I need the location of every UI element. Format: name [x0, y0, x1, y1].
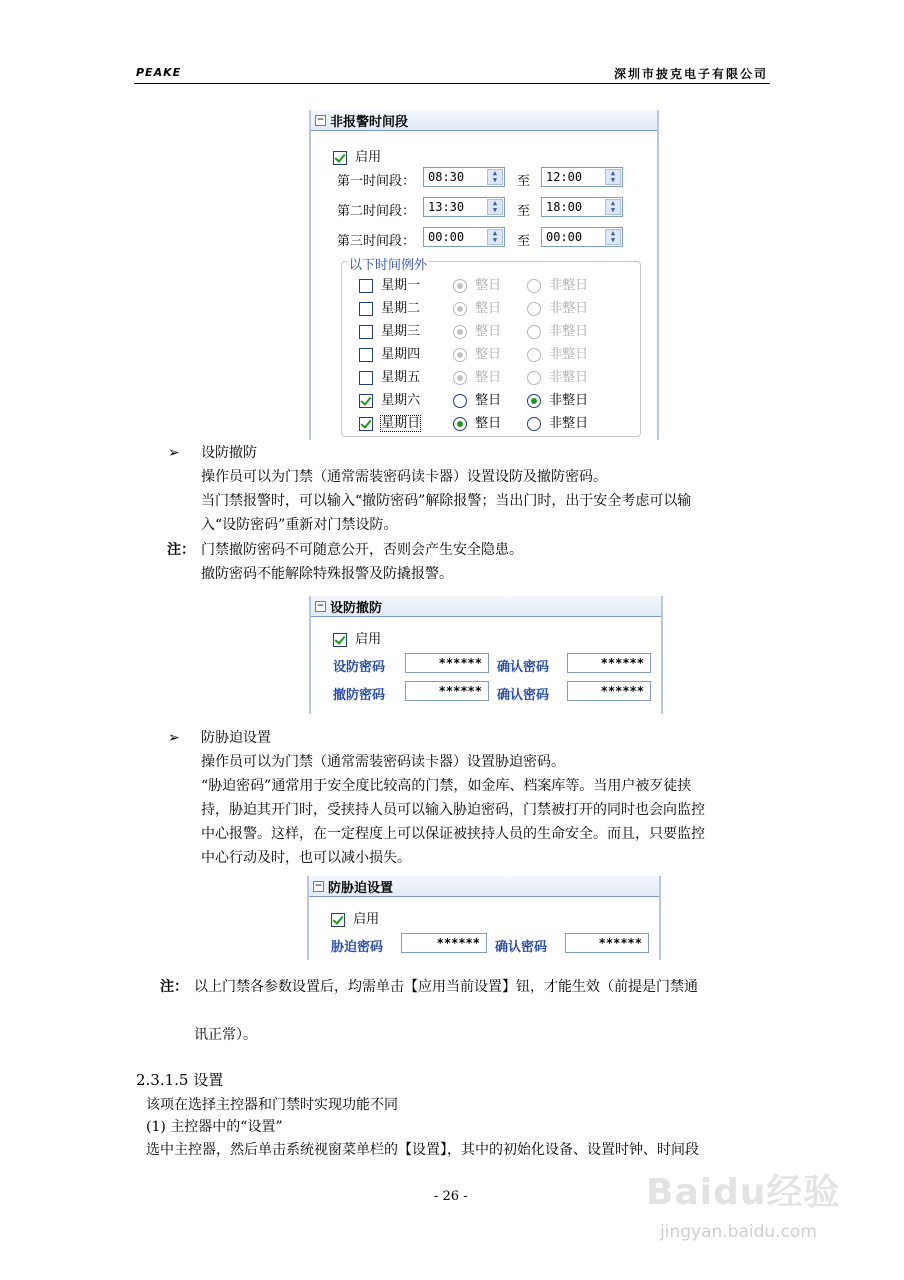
- enable-label: 启用: [355, 632, 382, 647]
- option-label: 整日: [475, 347, 502, 362]
- arm-panel: [309, 596, 663, 714]
- enable-label: 启用: [355, 150, 382, 165]
- duress-password-value: ******: [436, 936, 480, 950]
- time-row-3-sep: 至: [517, 234, 531, 249]
- checkbox-checked-icon[interactable]: [359, 394, 373, 408]
- disarm-password-label: 撤防密码: [333, 688, 386, 703]
- arm-note2: 撤防密码不能解除特殊报警及防撬报警。: [201, 566, 453, 582]
- final-note-line2: 讯正常）。: [194, 1027, 257, 1043]
- fri-full-option: [453, 366, 501, 385]
- header-logo-text: PEAKE: [136, 66, 182, 79]
- option-label: 非整日: [549, 370, 589, 385]
- radio-icon[interactable]: [453, 394, 467, 408]
- time-row-2-end[interactable]: [541, 197, 623, 217]
- disarm-confirm-label: 确认密码: [497, 688, 550, 703]
- mon-full-option: [453, 274, 501, 293]
- duress-panel: [307, 876, 661, 960]
- fri-partial-option: [527, 366, 588, 385]
- checkbox-checked-icon[interactable]: [333, 151, 347, 165]
- option-label: 非整日: [549, 324, 589, 339]
- checkbox-checked-icon[interactable]: [359, 417, 373, 431]
- time-row-1-start[interactable]: [423, 167, 505, 187]
- day-row-fri: [359, 366, 420, 385]
- nonalarm-panel: [309, 110, 659, 440]
- radio-selected-disabled-icon: [453, 348, 467, 362]
- nonalarm-panel-title[interactable]: [311, 110, 657, 131]
- radio-disabled-icon: [527, 348, 541, 362]
- time-row-3-end[interactable]: [541, 227, 623, 247]
- watermark-brand: Baidu经验: [646, 1172, 841, 1213]
- option-label: 整日: [475, 370, 502, 385]
- day-label: 星期五: [381, 370, 421, 385]
- duress-para2a: “胁迫密码”通常用于安全度比较高的门禁，如金库、档案库等。当用户被歹徒挟: [201, 778, 692, 794]
- radio-disabled-icon: [527, 371, 541, 385]
- enable-label: 启用: [353, 912, 380, 927]
- page-number: - 26 -: [434, 1189, 468, 1204]
- arm-bullet: ➢: [168, 445, 180, 461]
- final-note-line1: 以上门禁各参数设置后，均需单击【应用当前设置】钮，才能生效（前提是门禁通: [194, 979, 698, 995]
- duress-confirm-label: 确认密码: [495, 940, 548, 955]
- day-row-sun: [359, 412, 420, 431]
- radio-selected-icon[interactable]: [527, 394, 541, 408]
- time-row-1-end-value: 12:00: [546, 170, 583, 184]
- option-label: 非整日: [549, 301, 589, 316]
- day-row-wed: [359, 320, 420, 339]
- duress-para2b: 持，胁迫其开门时，受挟持人员可以输入胁迫密码，门禁被打开的同时也会向监控: [201, 802, 705, 818]
- duress-para2d: 中心行动及时，也可以减小损失。: [201, 850, 411, 866]
- disarm-confirm-input[interactable]: [567, 681, 651, 701]
- settings-line3: 选中主控器，然后单击系统视窗菜单栏的【设置】，其中的初始化设备、设置时钟、时间段: [146, 1142, 699, 1158]
- thu-full-option: [453, 343, 501, 362]
- arm-panel-title[interactable]: [311, 596, 661, 617]
- arm-note-label: 注：: [167, 542, 195, 558]
- time-row-2-label: 第二时间段：: [337, 204, 416, 219]
- nonalarm-title-text: 非报警时间段: [330, 114, 409, 130]
- exceptions-title: 以下时间例外: [347, 254, 429, 273]
- time-row-3-label: 第三时间段：: [337, 234, 416, 249]
- duress-confirm-input[interactable]: [565, 933, 649, 953]
- checkbox-icon[interactable]: [359, 325, 373, 339]
- option-label: 整日: [475, 393, 502, 408]
- arm-confirm-label: 确认密码: [497, 660, 550, 675]
- radio-selected-disabled-icon: [453, 371, 467, 385]
- option-label: 整日: [475, 278, 502, 293]
- time-row-2-sep: 至: [517, 204, 531, 219]
- collapse-icon[interactable]: −: [316, 600, 325, 611]
- radio-icon[interactable]: [527, 417, 541, 431]
- time-row-3-start-value: 00:00: [428, 230, 465, 244]
- radio-selected-disabled-icon: [453, 302, 467, 316]
- arm-title-text: 设防撤防: [330, 600, 383, 616]
- final-note-label: 注：: [160, 979, 188, 995]
- option-label: 整日: [475, 324, 502, 339]
- day-row-tue: [359, 297, 420, 316]
- arm-password-label: 设防密码: [333, 660, 386, 675]
- time-row-1-sep: 至: [517, 174, 531, 189]
- radio-disabled-icon: [527, 279, 541, 293]
- time-row-2-start-value: 13:30: [428, 200, 465, 214]
- sat-full-option[interactable]: [453, 389, 501, 408]
- duress-confirm-value: ******: [598, 936, 642, 950]
- time-row-2-end-value: 18:00: [546, 200, 583, 214]
- time-row-2-start[interactable]: [423, 197, 505, 217]
- spinner-icon[interactable]: ▲ ▼: [487, 199, 503, 215]
- arm-para2b: 入“设防密码”重新对门禁设防。: [201, 517, 398, 533]
- arm-para2a: 当门禁报警时，可以输入“撤防密码”解除报警；当出门时，出于安全考虑可以输: [201, 493, 692, 509]
- radio-selected-disabled-icon: [453, 325, 467, 339]
- option-label: 整日: [475, 416, 502, 431]
- spinner-icon[interactable]: ▲ ▼: [487, 229, 503, 245]
- settings-heading: 2.3.1.5 设置: [136, 1071, 224, 1089]
- disarm-confirm-value: ******: [600, 684, 644, 698]
- option-label: 非整日: [549, 416, 589, 431]
- radio-selected-icon[interactable]: [453, 417, 467, 431]
- arm-heading: 设防撤防: [201, 445, 257, 461]
- duress-enable[interactable]: [331, 908, 379, 927]
- tue-partial-option: [527, 297, 588, 316]
- checkbox-checked-icon[interactable]: [333, 633, 347, 647]
- sun-partial-option[interactable]: [527, 412, 588, 431]
- spinner-icon[interactable]: ▲ ▼: [605, 229, 621, 245]
- nonalarm-enable[interactable]: [333, 146, 381, 165]
- baidu-watermark: [646, 1164, 840, 1215]
- duress-password-input[interactable]: [401, 933, 487, 953]
- collapse-icon[interactable]: −: [316, 114, 325, 125]
- duress-bullet: ➢: [168, 730, 180, 746]
- settings-line2: (1) 主控器中的“设置”: [146, 1119, 283, 1135]
- arm-note1: 门禁撤防密码不可随意公开，否则会产生安全隐患。: [201, 542, 523, 558]
- spinner-icon[interactable]: ▲ ▼: [605, 169, 621, 185]
- option-label: 非整日: [549, 278, 589, 293]
- arm-password-input[interactable]: [405, 653, 489, 673]
- day-label: 星期日: [381, 416, 421, 431]
- header-company: 深圳市披克电子有限公司: [613, 67, 768, 81]
- wed-full-option: [453, 320, 501, 339]
- arm-confirm-value: ******: [600, 656, 644, 670]
- radio-disabled-icon: [527, 325, 541, 339]
- day-label: 星期四: [381, 347, 421, 362]
- day-row-mon: [359, 274, 420, 293]
- disarm-password-value: ******: [438, 684, 482, 698]
- time-row-3-start[interactable]: [423, 227, 505, 247]
- radio-selected-disabled-icon: [453, 279, 467, 293]
- header-rule: [134, 83, 770, 84]
- option-label: 整日: [475, 301, 502, 316]
- duress-password-label: 胁迫密码: [331, 940, 384, 955]
- duress-para2c: 中心报警。这样，在一定程度上可以保证被挟持人员的生命安全。而且，只要监控: [201, 826, 705, 842]
- spinner-icon[interactable]: ▲ ▼: [605, 199, 621, 215]
- collapse-icon[interactable]: −: [314, 880, 323, 891]
- time-row-1-start-value: 08:30: [428, 170, 465, 184]
- arm-para1: 操作员可以为门禁（通常需装密码读卡器）设置设防及撤防密码。: [201, 469, 607, 485]
- radio-disabled-icon: [527, 302, 541, 316]
- duress-para1: 操作员可以为门禁（通常需装密码读卡器）设置胁迫密码。: [201, 754, 565, 770]
- checkbox-checked-icon[interactable]: [331, 913, 345, 927]
- sun-full-option[interactable]: [453, 412, 501, 431]
- settings-line1: 该项在选择主控器和门禁时实现功能不同: [146, 1097, 398, 1113]
- option-label: 非整日: [549, 347, 589, 362]
- checkbox-icon[interactable]: [359, 371, 373, 385]
- spinner-icon[interactable]: ▲ ▼: [487, 169, 503, 185]
- duress-panel-title[interactable]: [309, 876, 659, 897]
- checkbox-icon[interactable]: [359, 348, 373, 362]
- time-row-1-label: 第一时间段：: [337, 174, 416, 189]
- day-label: 星期三: [381, 324, 421, 339]
- time-row-1-end[interactable]: [541, 167, 623, 187]
- day-row-thu: [359, 343, 420, 362]
- day-row-sat: [359, 389, 420, 408]
- time-row-3-end-value: 00:00: [546, 230, 583, 244]
- day-label: 星期二: [381, 301, 421, 316]
- disarm-password-input[interactable]: [405, 681, 489, 701]
- checkbox-icon[interactable]: [359, 279, 373, 293]
- arm-confirm-input[interactable]: [567, 653, 651, 673]
- day-label: 星期一: [381, 278, 421, 293]
- thu-partial-option: [527, 343, 588, 362]
- watermark-url: jingyan.baidu.com: [660, 1222, 817, 1242]
- checkbox-icon[interactable]: [359, 302, 373, 316]
- mon-partial-option: [527, 274, 588, 293]
- day-label: 星期六: [381, 393, 421, 408]
- option-label: 非整日: [549, 393, 589, 408]
- tue-full-option: [453, 297, 501, 316]
- sat-partial-option[interactable]: [527, 389, 588, 408]
- arm-password-value: ******: [438, 656, 482, 670]
- duress-heading: 防胁迫设置: [201, 730, 271, 746]
- duress-title-text: 防胁迫设置: [328, 880, 394, 896]
- arm-enable[interactable]: [333, 628, 381, 647]
- wed-partial-option: [527, 320, 588, 339]
